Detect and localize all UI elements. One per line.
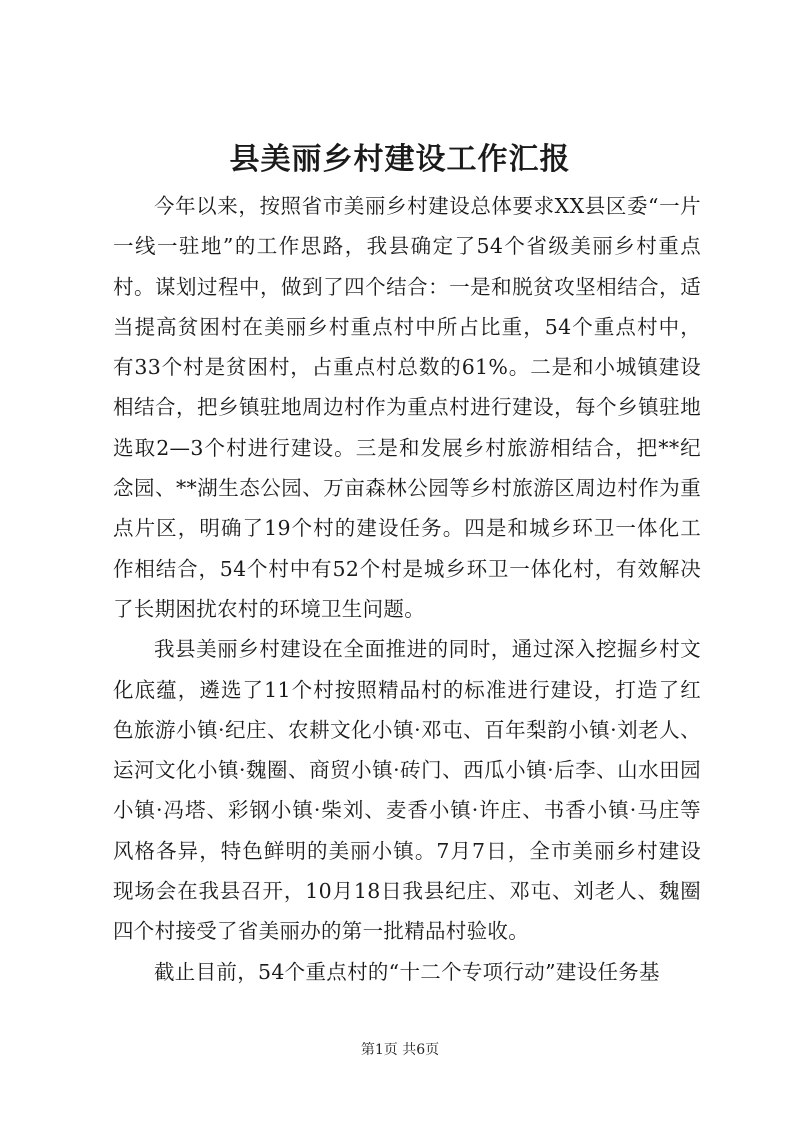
page-number-footer: 第1页 共6页 — [360, 1042, 440, 1058]
paragraph-3: 截止目前，54个重点村的“十二个专项行动”建设任务基 — [154, 959, 660, 984]
paragraph-2: 我县美丽乡村建设在全面推进的同时，通过深入挖掘乡村文化底蕴，遴选了11个村按照精品村的标准进行建设，打造了红色旅游小镇·纪庄、农耕文化小镇·邓屯、百年梨韵小镇·刘老人、运河文化小镇·魏圈、商贸小镇·砖门、西瓜小镇·后李、山水田园小镇·冯塔、彩钢小镇·柴刘、麦香小镇·许庄、书香小镇·马庄等风格各异，特色鲜明的美丽小镇。7月7日，全市美丽乡村建设现场会在我县召开，10月18日我县纪庄、邓屯、刘老人、魏圈四个村接受了省美丽办的第一批精品村验收。 — [113, 637, 701, 944]
paragraph-1: 今年以来，按照省市美丽乡村建设总体要求XX县区委“一片一线一驻地”的工作思路，我县确定了54个省级美丽乡村重点村。谋划过程中，做到了四个结合：一是和脱贫攻坚相结合，适当提高贫困村在美丽乡村重点村中所占比重，54个重点村中，有33个村是贫困村，占重点村总数的61%。二是和小城镇建设相结合，把乡镇驻地周边村作为重点村进行建设，每个乡镇驻地选取2—3个村进行建设。三是和发展乡村旅游相结合，把**纪念园、**湖生态公园、万亩森林公园等乡村旅游区周边村作为重点片区，明确了19个村的建设任务。四是和城乡环卫一体化工作相结合，54个村中有52个村是城乡环卫一体化村，有效解决了长期困扰农村的环境卫生问题。 — [113, 194, 701, 621]
document-body — [113, 186, 701, 992]
document-title: 县美丽乡村建设工作汇报 — [229, 142, 571, 177]
